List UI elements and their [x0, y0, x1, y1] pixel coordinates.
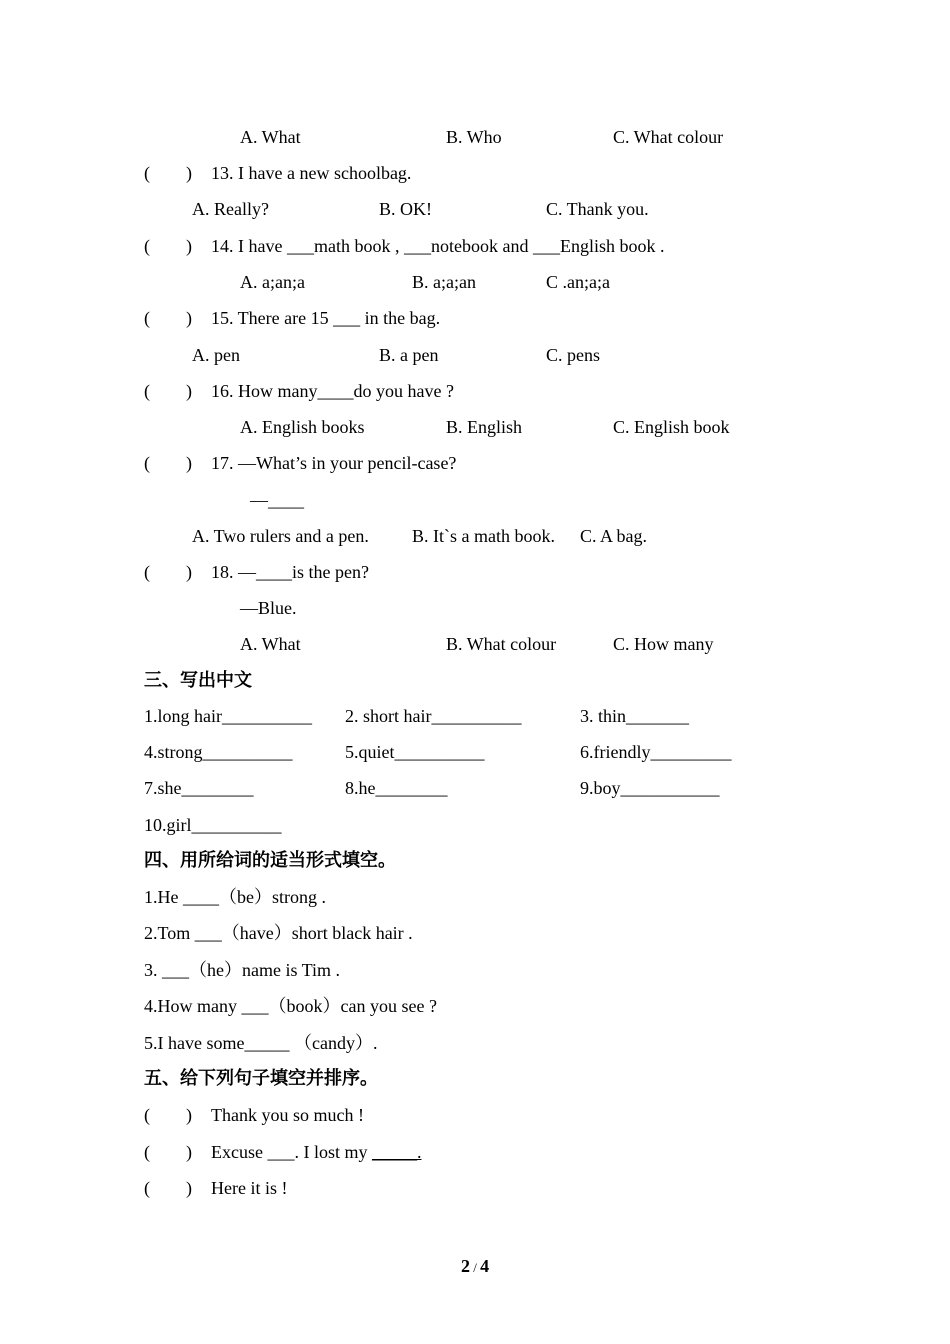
- section4-title: 四、用所给词的适当形式填空。: [144, 850, 396, 871]
- q15-option-a: A. pen: [192, 345, 240, 365]
- q12-option-c: C. What colour: [613, 127, 724, 147]
- section3-item: 9.boy___________: [580, 778, 720, 798]
- q18-answer-paren: ( ): [144, 562, 192, 582]
- section3-item: 4.strong__________: [144, 742, 293, 762]
- section3-item: 8.he________: [345, 778, 448, 798]
- q12-option-a: A. What: [240, 127, 301, 147]
- q16-option-a: A. English books: [240, 417, 365, 437]
- section3-item: 2. short hair__________: [345, 706, 522, 726]
- section4-item: 3. ___（he）name is Tim .: [144, 960, 341, 980]
- section5-answer-paren: ( ): [144, 1105, 192, 1125]
- q15-option-b: B. a pen: [379, 345, 439, 365]
- section5-answer-paren: ( ): [144, 1142, 192, 1162]
- q15-answer-paren: ( ): [144, 308, 192, 328]
- q16-question: 16. How many____do you have ?: [211, 381, 454, 401]
- q13-option-c: C. Thank you.: [546, 199, 649, 219]
- q15-question: 15. There are 15 ___ in the bag.: [211, 308, 441, 328]
- q18-option-c: C. How many: [613, 634, 714, 654]
- q12-option-b: B. Who: [446, 127, 502, 147]
- page-number: 2 / 4: [460, 1256, 490, 1276]
- q17-answer-paren: ( ): [144, 453, 192, 473]
- q16-option-b: B. English: [446, 417, 523, 437]
- section5-title: 五、给下列句子填空并排序。: [144, 1068, 378, 1089]
- section4-item: 1.He ____（be）strong .: [144, 887, 326, 907]
- q17-option-c: C. A bag.: [580, 526, 648, 546]
- section3-item: 7.she________: [144, 778, 254, 798]
- section3-item: 1.long hair__________: [144, 706, 312, 726]
- q18-option-a: A. What: [240, 634, 301, 654]
- section3-title: 三、写出中文: [144, 670, 252, 691]
- section5-sentence: Thank you so much !: [211, 1105, 364, 1125]
- section5-answer-paren: ( ): [144, 1178, 192, 1198]
- q16-answer-paren: ( ): [144, 381, 192, 401]
- section4-item: 5.I have some_____ （candy）.: [144, 1033, 378, 1053]
- q14-option-a: A. a;an;a: [240, 272, 305, 292]
- q18-reply: —Blue.: [240, 598, 297, 618]
- q14-answer-paren: ( ): [144, 236, 192, 256]
- q14-question: 14. I have ___math book , ___notebook and ___English book .: [211, 236, 665, 256]
- q13-question: 13. I have a new schoolbag.: [211, 163, 412, 183]
- section5-sentence: Excuse ___. I lost my _____.: [211, 1142, 422, 1162]
- q18-question: 18. —____is the pen?: [211, 562, 369, 582]
- q14-option-b: B. a;a;an: [412, 272, 476, 292]
- section4-item: 4.How many ___（book）can you see ?: [144, 996, 437, 1016]
- q13-answer-paren: ( ): [144, 163, 192, 183]
- section3-item: 3. thin_______: [580, 706, 690, 726]
- q15-option-c: C. pens: [546, 345, 600, 365]
- q14-option-c: C .an;a;a: [546, 272, 610, 292]
- q17-option-a: A. Two rulers and a pen.: [192, 526, 369, 546]
- section5-sentence: Here it is !: [211, 1178, 288, 1198]
- section3-item: 10.girl__________: [144, 815, 282, 835]
- q17-option-b: B. It`s a math book.: [412, 526, 555, 546]
- q18-option-b: B. What colour: [446, 634, 557, 654]
- q13-option-b: B. OK!: [379, 199, 432, 219]
- q16-option-c: C. English book: [613, 417, 730, 437]
- q13-option-a: A. Really?: [192, 199, 269, 219]
- q17-reply: —____: [250, 490, 304, 510]
- section4-item: 2.Tom ___（have）short black hair .: [144, 923, 413, 943]
- section3-item: 6.friendly_________: [580, 742, 732, 762]
- q17-question: 17. —What’s in your pencil-case?: [211, 453, 457, 473]
- section3-item: 5.quiet__________: [345, 742, 485, 762]
